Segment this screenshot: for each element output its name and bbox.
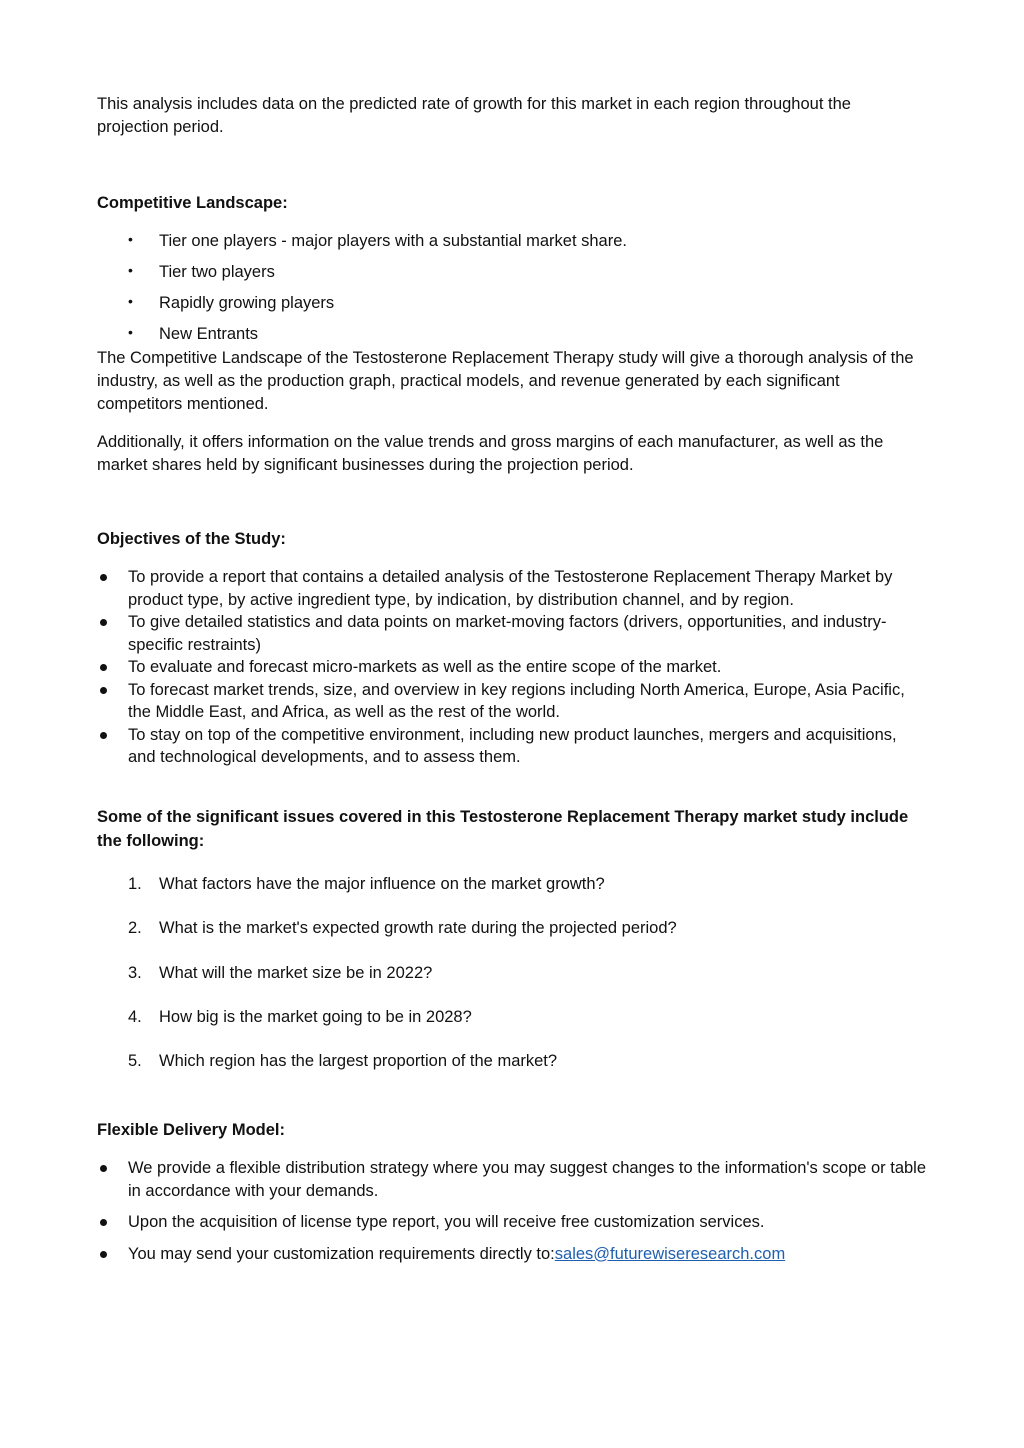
list-item <box>97 323 927 346</box>
list-item-text: Tier one players - major players with a substantial market share. <box>159 232 627 250</box>
objectives-list <box>97 566 927 769</box>
list-item <box>97 611 927 656</box>
list-item <box>97 656 927 679</box>
list-item-text: What factors have the major influence on the market growth? <box>159 875 605 893</box>
list-number: 5. <box>128 1052 142 1071</box>
list-number: 3. <box>128 963 142 982</box>
bullet-icon <box>100 1165 107 1172</box>
list-item-text: To stay on top of the competitive environment, including new product launches, mergers and acquisitions, and technological developments, and to assess them. <box>128 725 897 766</box>
bullet-icon <box>100 1219 107 1226</box>
list-item <box>97 1050 927 1094</box>
competitive-heading: Competitive Landscape: <box>97 194 288 212</box>
bullet-icon <box>100 732 107 739</box>
issues-heading: Some of the significant issues covered in this Testosterone Replacement Therapy market study include the following: <box>97 808 909 850</box>
list-item <box>97 261 927 292</box>
list-item <box>97 917 927 961</box>
bullet-icon <box>100 574 107 581</box>
bullet-icon <box>100 664 107 671</box>
list-number: 1. <box>128 875 142 893</box>
list-item-text: How big is the market going to be in 2028? <box>159 1007 472 1026</box>
list-item <box>97 1157 927 1202</box>
bullet-icon <box>100 687 107 694</box>
delivery-list <box>97 1157 927 1265</box>
issues-list <box>97 873 927 1094</box>
list-item-text: We provide a flexible distribution strategy where you may suggest changes to the information's scope or table in accordance with your demands. <box>128 1159 927 1200</box>
bullet-icon: • <box>128 231 133 247</box>
bullet-icon: • <box>128 262 133 278</box>
list-item <box>97 230 927 261</box>
bullet-icon: • <box>128 293 133 309</box>
list-item-text: To provide a report that contains a detailed analysis of the Testosterone Replacement Therapy Market by product type, by active ingredient type, by indication, by distribution channel, and by region. <box>128 568 893 609</box>
bullet-icon <box>100 1251 107 1258</box>
list-item-text: Tier two players <box>159 263 275 281</box>
list-item-text: Which region has the largest proportion of the market? <box>159 1052 558 1071</box>
list-item <box>97 962 927 1006</box>
list-item-text: Upon the acquisition of license type report, you will receive free customization services. <box>128 1213 765 1231</box>
list-item <box>97 566 927 611</box>
list-item <box>97 873 927 917</box>
list-item-text: New Entrants <box>159 325 259 343</box>
competitive-paragraph-1: The Competitive Landscape of the Testosterone Replacement Therapy study will give a thorough analysis of the industry, as well as the production graph, practical models, and revenue generated by each significant competitors mentioned. <box>97 349 914 413</box>
contact-prefix: You may send your customization requirements directly to: <box>128 1244 555 1263</box>
competitive-section <box>97 192 927 477</box>
delivery-section <box>97 1119 927 1274</box>
intro-paragraph: This analysis includes data on the predicted rate of growth for this market in each region throughout the projection period. <box>97 95 851 136</box>
email-link[interactable]: sales@futurewiseresearch.com <box>554 1244 786 1263</box>
list-item <box>97 1243 927 1266</box>
list-item <box>97 679 927 724</box>
intro-section <box>97 93 927 139</box>
competitive-list <box>97 230 927 346</box>
list-number: 4. <box>128 1007 142 1026</box>
list-item-text: What will the market size be in 2022? <box>159 963 433 982</box>
objectives-heading: Objectives of the Study: <box>97 530 286 548</box>
delivery-heading: Flexible Delivery Model: <box>97 1121 285 1139</box>
list-item <box>97 292 927 323</box>
list-item <box>97 1006 927 1050</box>
list-item-text: Rapidly growing players <box>159 294 335 312</box>
competitive-paragraph-2: Additionally, it offers information on the value trends and gross margins of each manufacturer, as well as the market shares held by significant businesses during the projection period. <box>97 433 884 474</box>
list-item-text: To give detailed statistics and data points on market-moving factors (drivers, opportunities, and industry-specific restraints) <box>128 613 887 654</box>
list-item <box>97 724 927 769</box>
objectives-section <box>97 528 927 769</box>
list-item <box>97 1211 927 1234</box>
list-item-text: What is the market's expected growth rate during the projected period? <box>159 919 677 938</box>
list-item-text: To forecast market trends, size, and overview in key regions including North America, Europe, Asia Pacific, the Middle East, and Africa, as well as the rest of the world. <box>128 680 905 721</box>
bullet-icon: • <box>128 324 133 340</box>
list-item-text: To evaluate and forecast micro-markets as well as the entire scope of the market. <box>128 658 722 676</box>
list-number: 2. <box>128 919 142 938</box>
bullet-icon <box>100 619 107 626</box>
issues-section <box>97 805 927 1094</box>
